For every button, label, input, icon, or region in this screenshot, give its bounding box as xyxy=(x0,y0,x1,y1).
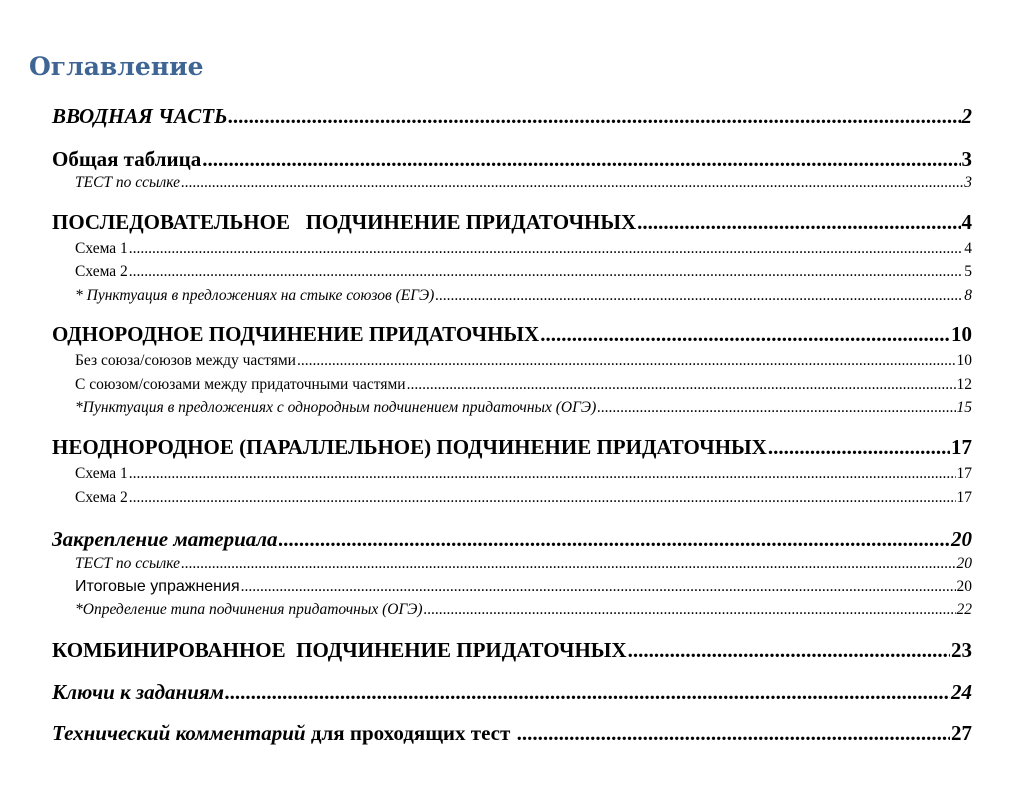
toc-entry-page: 20 xyxy=(956,578,972,595)
toc-subentry[interactable] xyxy=(75,287,972,305)
toc-entry-page: 17 xyxy=(956,465,972,482)
toc-subentry[interactable] xyxy=(75,376,972,394)
dot-leader xyxy=(628,638,950,663)
toc-entry-title: Схема 2 xyxy=(75,489,128,506)
toc-subentry[interactable] xyxy=(75,555,972,573)
dot-leader xyxy=(202,147,960,172)
dot-leader xyxy=(297,352,956,370)
toc-entry[interactable] xyxy=(52,527,972,552)
toc-entry-page: 10 xyxy=(951,322,972,346)
dot-leader xyxy=(279,527,950,552)
toc-entry-title: ТЕСТ по ссылке xyxy=(75,174,181,191)
toc-entry[interactable] xyxy=(52,104,972,129)
toc-entry-page: 3 xyxy=(961,147,972,171)
dot-leader xyxy=(768,435,950,460)
toc-entry-title: Схема 1 xyxy=(75,465,128,482)
dot-leader xyxy=(129,263,963,281)
toc-entry-title: Схема 1 xyxy=(75,240,128,257)
toc-entry-title: *Пунктуация в предложениях с однородным подчинением придаточных (ОГЭ) xyxy=(75,399,597,416)
toc-entry-page: 10 xyxy=(956,352,972,369)
dot-leader xyxy=(540,322,950,347)
toc-entry-page: 23 xyxy=(951,638,972,662)
toc-entry-page: 3 xyxy=(964,174,972,191)
toc-entry-page: 22 xyxy=(956,601,972,618)
toc-entry-page: 20 xyxy=(951,527,972,551)
toc-entry-title: Общая таблица xyxy=(52,147,202,171)
dot-leader xyxy=(597,399,955,417)
toc-subentry[interactable] xyxy=(75,465,972,483)
dot-leader xyxy=(129,465,956,483)
toc-entry-page: 4 xyxy=(961,210,972,234)
toc-entry-title: ПОСЛЕДОВАТЕЛЬНОЕ ПОДЧИНЕНИЕ ПРИДАТОЧНЫХ xyxy=(52,210,637,234)
dot-leader xyxy=(181,555,955,573)
toc-subentry[interactable] xyxy=(75,399,972,417)
toc-entry[interactable] xyxy=(52,680,972,705)
toc-entry-page: 20 xyxy=(956,555,972,572)
toc-heading: Оглавление xyxy=(29,52,204,81)
dot-leader xyxy=(228,104,960,129)
toc-entry-title: Без союза/союзов между частями xyxy=(75,352,296,369)
dot-leader xyxy=(129,489,956,507)
toc-subentry[interactable] xyxy=(75,489,972,507)
toc-entry[interactable] xyxy=(52,210,972,235)
toc-subentry[interactable] xyxy=(75,240,972,258)
dot-leader xyxy=(517,721,950,746)
dot-leader xyxy=(407,376,956,394)
toc-subentry[interactable] xyxy=(75,263,972,281)
toc-entry-page: 17 xyxy=(956,489,972,506)
toc-entry-page: 24 xyxy=(951,680,972,704)
toc-subentry[interactable] xyxy=(75,601,972,619)
toc-entry-title xyxy=(52,721,516,746)
toc-entry[interactable] xyxy=(52,322,972,347)
dot-leader xyxy=(181,174,963,192)
toc-entry-page: 2 xyxy=(961,104,972,128)
toc-subentry[interactable] xyxy=(75,352,972,370)
toc-entry-title-italic: Технический комментарий xyxy=(52,721,306,745)
toc-subentry[interactable] xyxy=(75,174,972,192)
toc-entry-title: ТЕСТ по ссылке xyxy=(75,555,181,572)
dot-leader xyxy=(435,287,963,305)
dot-leader xyxy=(241,578,956,596)
toc-entry[interactable] xyxy=(52,147,972,172)
toc-entry-page: 12 xyxy=(956,376,972,393)
toc-entry-title: ВВОДНАЯ ЧАСТЬ xyxy=(52,104,228,128)
toc-subentry[interactable] xyxy=(75,578,972,596)
toc-entry-title: * Пунктуация в предложениях на стыке союзов (ЕГЭ) xyxy=(75,287,435,304)
toc-entry-title: С союзом/союзами между придаточными частями xyxy=(75,376,406,393)
toc-entry-title: НЕОДНОРОДНОЕ (ПАРАЛЛЕЛЬНОЕ) ПОДЧИНЕНИЕ ПРИДАТОЧНЫХ xyxy=(52,435,767,459)
toc-entry[interactable] xyxy=(52,435,972,460)
toc-entry-page: 17 xyxy=(951,435,972,459)
dot-leader xyxy=(637,210,960,235)
toc-entry[interactable] xyxy=(52,638,972,663)
toc-entry-title: Итоговые упражнения xyxy=(75,578,240,595)
toc-entry-page: 5 xyxy=(964,263,972,280)
toc-entry-title: Закрепление материала xyxy=(52,527,278,551)
dot-leader xyxy=(424,601,956,619)
toc-entry-page: 27 xyxy=(951,721,972,745)
toc-entry[interactable] xyxy=(52,721,972,746)
toc-entry-title: Ключи к заданиям xyxy=(52,680,225,704)
toc-entry-page: 15 xyxy=(956,399,972,416)
dot-leader xyxy=(225,680,950,705)
toc-entry-title: КОМБИНИРОВАННОЕ ПОДЧИНЕНИЕ ПРИДАТОЧНЫХ xyxy=(52,638,627,662)
toc-entry-page: 4 xyxy=(964,240,972,257)
toc-entry-page: 8 xyxy=(964,287,972,304)
dot-leader xyxy=(129,240,963,258)
toc-entry-title: ОДНОРОДНОЕ ПОДЧИНЕНИЕ ПРИДАТОЧНЫХ xyxy=(52,322,540,346)
toc-entry-title-rest: для проходящих тест xyxy=(305,721,516,745)
toc-entry-title: Схема 2 xyxy=(75,263,128,280)
toc-entry-title: *Определение типа подчинения придаточных (ОГЭ) xyxy=(75,601,423,618)
